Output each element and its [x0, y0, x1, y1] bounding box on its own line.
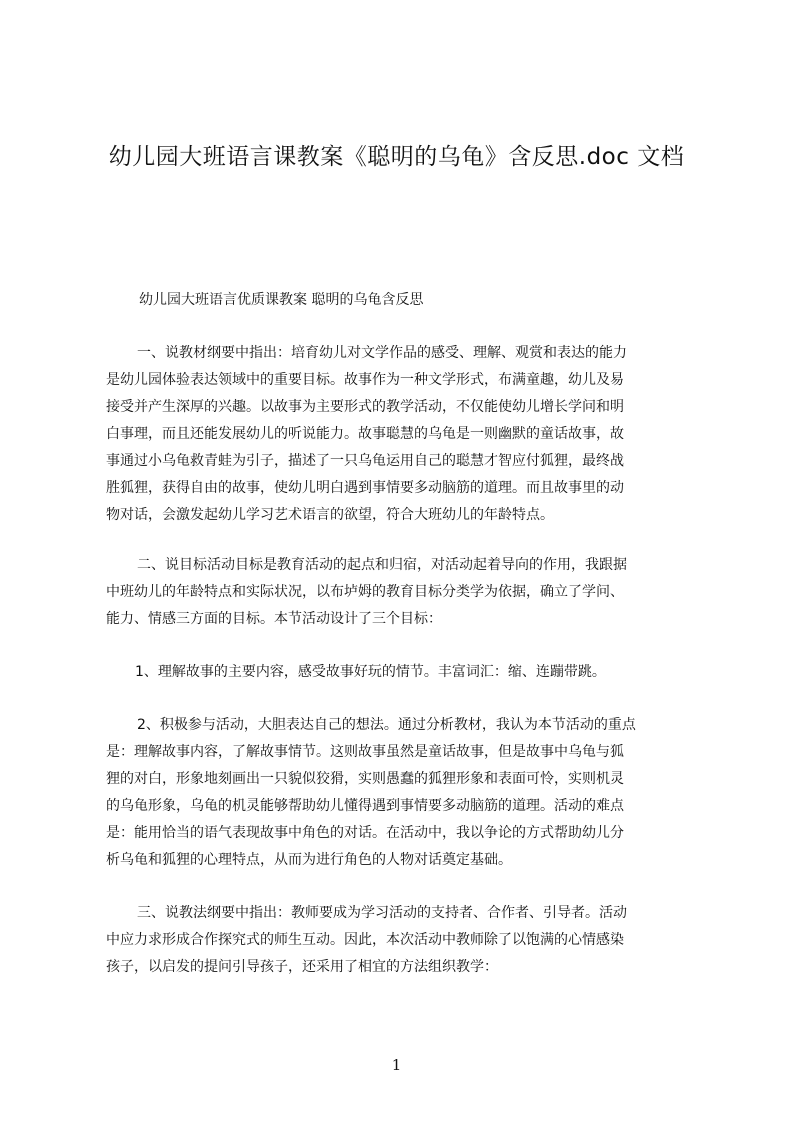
paragraph-line: 二、说目标活动目标是教育活动的起点和归宿，对活动起着导向的作用，我跟据 [137, 557, 627, 573]
paragraph-line: 一、说教材纲要中指出：培育幼儿对文学作品的感受、理解、观赏和表达的能力 [137, 345, 627, 361]
paragraph-teaching-method [106, 900, 627, 981]
paragraph-line: 三、说教法纲要中指出：教师要成为学习活动的支持者、合作者、引导者。活动 [137, 905, 627, 921]
paragraph-line: 析乌龟和狐狸的心理特点，从而为进行角色的人物对话奠定基础。 [106, 852, 512, 868]
paragraph-line: 事通过小乌龟救青蛙为引子，描述了一只乌龟运用自己的聪慧才智应付狐狸，最终战 [106, 453, 624, 469]
paragraph-line: 1、理解故事的主要内容，感受故事好玩的情节。丰富词汇：缩、连蹦带跳。 [135, 664, 606, 680]
paragraph-line: 接受并产生深厚的兴趣。以故事为主要形式的教学活动，不仅能使幼儿增长学问和明 [106, 399, 624, 415]
paragraph-line: 2、积极参与活动，大胆表达自己的想法。通过分析教材，我认为本节活动的重点 [137, 717, 636, 733]
paragraph-line: 中应力求形成合作探究式的师生互动。因此，本次活动中教师除了以饱满的心情感染 [106, 932, 624, 948]
document-subtitle: 幼儿园大班语言优质课教案 聪明的乌龟含反思 [139, 292, 424, 308]
page-number: 1 [391, 1056, 402, 1074]
paragraph-line: 物对话，会激发起幼儿学习艺术语言的欲望，符合大班幼儿的年龄特点。 [106, 507, 554, 523]
document-title: 幼儿园大班语言课教案《聪明的乌龟》含反思.doc 文档 [108, 144, 685, 170]
paragraph-teaching-material [106, 340, 627, 529]
paragraph-line: 孩子，以启发的提问引导孩子，还采用了相宜的方法组织教学： [106, 959, 498, 975]
paragraph-line: 的乌龟形象，乌龟的机灵能够帮助幼儿懂得遇到事情要多动脑筋的道理。活动的难点 [106, 798, 624, 814]
paragraph-line: 是：理解故事内容，了解故事情节。这则故事虽然是童话故事，但是故事中乌龟与狐 [106, 744, 624, 760]
paragraph-goals [106, 552, 627, 633]
paragraph-line: 中班幼儿的年龄特点和实际状况，以布垆姆的教育目标分类学为依据，确立了学问、 [106, 584, 624, 600]
paragraph-line: 胜狐狸，获得自由的故事，使幼儿明白遇到事情要多动脑筋的道理。而且故事里的动 [106, 480, 624, 496]
paragraph-line: 白事理，而且还能发展幼儿的听说能力。故事聪慧的乌龟是一则幽默的童话故事，故 [106, 426, 624, 442]
paragraph-line: 是幼儿园体验表达领域中的重要目标。故事作为一种文学形式，布满童趣，幼儿及易 [106, 372, 624, 388]
paragraph-goal-2 [106, 712, 636, 874]
paragraph-line: 能力、情感三方面的目标。本节活动设计了三个目标： [106, 611, 442, 627]
paragraph-goal-1 [135, 659, 606, 686]
paragraph-line: 是：能用恰当的语气表现故事中角色的对话。在活动中，我以争论的方式帮助幼儿分 [106, 825, 624, 841]
paragraph-line: 狸的对白，形象地刻画出一只貌似狡猾，实则愚蠢的狐狸形象和表面可怜，实则机灵 [106, 771, 624, 787]
